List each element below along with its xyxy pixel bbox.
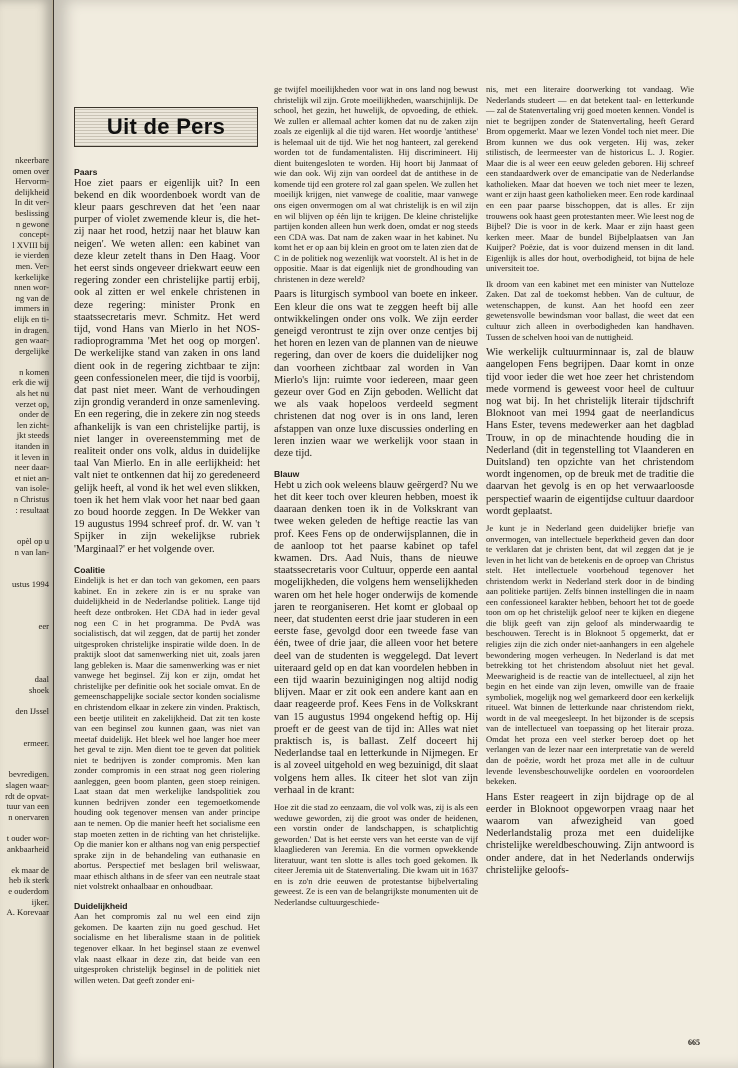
left-page-line: n gewone	[15, 218, 49, 229]
left-page-line	[0, 526, 52, 537]
left-page-line: et niet an-	[14, 472, 49, 483]
left-page-line: dergelijke	[14, 345, 49, 356]
paragraph-statenvertaling: nis, met een literaire doorwerking tot vandaag. Wie Nederlands studeert — en dat betekent taal- en letterkunde — zal de Statenvertaling vrij goed moeten kennen. Vondel is niet te begrijpen zonder de Statenvertaling, heeft Gerard Brom opgemerkt. Maar we lezen Vondel toch niet meer. Die Brom kunnen we dus ook vergeten. Hij was, zeker stilistisch, de leermeester van de historicus L. J. Rogier. Maar die is al weer een eeuw geleden geboren. Hij schreef een standaardwerk over de emancipatie van de Nederlandse katholieken. Maar dat hoeven we toch niet meer te lezen, want er zijn haast geen katholieken meer. Een rode kardinaal en een paar paarse bisschoppen, dat is alles. Er zijn trouwens ook haast geen protestanten meer. Wie leest nog de Bijbel? Die is voor in de kerk. Maar er zijn haast geen kerken meer. Maar de bundel Bijbelplaatsen van Jan Kuijper? Poëzie, dat is voor duizend mensen in dit land. Eigenlijk is alles dor hout, overbodigheid, tot bijna de hele universiteit toe.	[486, 84, 694, 274]
left-page-line: nkeerbare	[15, 155, 49, 165]
left-page-line: len zicht-	[16, 419, 49, 430]
left-page-line: als het nu	[16, 388, 49, 399]
left-page-lines	[0, 155, 52, 918]
left-page-line: gen waar-	[15, 335, 49, 346]
left-page-line	[0, 727, 52, 738]
left-page-line: ng van de	[15, 292, 49, 303]
left-page-line: : resultaat	[15, 504, 49, 515]
heading-duidelijkheid: Duidelijkheid	[74, 900, 128, 911]
left-page-line	[0, 568, 52, 579]
heading-paars: Paars	[74, 167, 98, 177]
column-3	[486, 84, 694, 882]
paragraph-nutteloze-zaken: Ik droom van een kabinet met een minister van Nutteloze Zaken. Dat zal de toekomst hebben. Van de cultuur, de wetenschappen, de kunst. Aan het hoofd een zeer gewetensvolle bewindsman voor ballast, die weet dat een cultuur zich alleen in overbodigheden kan handhaven. Tussen de schelven hooi van de nuttigheid.	[486, 278, 694, 342]
paragraph-liturgisch: Paars is liturgisch symbool van boete en inkeer. Een kleur die ons wat te zeggen heeft bij alle ontwikkelingen onder ons volk. We zijn eerder geneigd verontrust te zijn over onze centjes bij het horen en lezen van de plannen van de nieuwe regering, dan over de koers die duidelijker nog dan voorheen zichtbaar zal worden in Van Mierlo's lijn: ruimte voor iedereen, maar geen gezeur over God en Zijn geboden. Wellicht dat we als vaak hopeloos verdeeld segment christenen dat nog over is in ons land, leren afstappen van onze luxe discussies onderling en leren inzien waar we werkelijk voor staan in deze tijd.	[274, 289, 478, 460]
left-page-line: t ouder wor-	[6, 833, 49, 843]
left-page-line: den IJssel	[15, 705, 49, 716]
left-page-line: ek maar de	[11, 864, 49, 875]
paragraph-blauw: Hebt u zich ook weleens blauw geërgerd? Nu we het dit keer toch over kleuren hebben, moest ik daaraan denken toen ik in de Volkskrant van twee weken geleden de heftige reactie las van prof. Kees Fens op de onderwijsplannen, die in de aanloop tot het paarse kabinet op tafel kwamen. Drs. Aad Nuis, thans de nieuwe staatssecretaris voor Cultuur, opperde een aantal mogelijkheden, die volgens hem wenselijkheden waren om het hele hoger onderwijs de komende jaren te reorganiseren. Het komt er globaal op neer, dat studenten eerst drie jaar studeren in een eerste fase, gevolgd door een tweede fase van één, twee of drie jaar, die alleen voor het betere deel van de studenten is weggelegd. Dat levert uiteraard geld op en dat kan voordelen hebben in een tijd waarin bezuinigingen nog altijd nodig blijven. Maar er zit ook een andere kant aan en daar reageerde prof. Kees Fens in de Volkskrant van 15 augustus 1994 ongekend heftig op. Hij proeft er de geest van de tijd in: Alles wat niet praktisch is, is ballast. Zelf doceert hij Nederlandse taal en letterkunde in Nijmegen. Er is al zoveel uitgehold en weg bezuinigd, dit slaat volgens hem alles. Ik citeer het slot van zijn verhaal in de krant:	[274, 479, 478, 796]
left-page-line: In dit ver-	[14, 197, 49, 208]
left-page-line: erk die wij	[12, 377, 49, 388]
left-page-line	[0, 611, 52, 622]
left-page-line: onder de	[19, 409, 49, 420]
paragraph-quote-fens: Hoe zit die stad zo eenzaam, die vol volk was, zij is als een weduwe geworden, zij die groot was onder de heidenen, een vorstin onder de landschappen, is schatplichtig geworden.' Dat is het eerste vers van het eerste van de vijf klaagliederen van Jeremia. En die vormen opwekkende literatuur, want ten slotte is alles toch goed gekomen. Ik citeer Jeremia uit de Statenvertaling. Die kwam uit in 1637 en is zo'n drie eeuwen de protestantse bijbelvertaling geweest. Ze is een van de belangrijkste monumenten uit de Nederlandse cultuurgeschiede-	[274, 802, 478, 907]
left-page-line: immers in	[14, 303, 49, 314]
left-page-line: jkt steeds	[16, 430, 49, 441]
column-1	[74, 167, 260, 990]
left-page-line: n Christus	[13, 494, 49, 504]
page-number: 665	[688, 1038, 700, 1047]
left-page-line: e ouderdom	[8, 885, 49, 896]
left-page-line	[0, 558, 52, 569]
left-page-line: slagen waar-	[5, 780, 49, 791]
left-page-line	[0, 748, 52, 759]
left-page-line: heb ik sterk	[8, 875, 49, 886]
paragraph-hans-ester: Hans Ester reageert in zijn bijdrage op de al eerder in Bloknoot opgeworpen vraag naar het waarom van afwezigheid van goed Nederlandstalig proza met een duidelijke christelijke wereldbeschouwing. Zijn antwoord is onder andere, dat in het Nederlands onderwijs christelijke geloofs-	[486, 791, 694, 876]
left-page-line	[0, 600, 52, 611]
left-page-line: men. Ver-	[15, 260, 49, 271]
left-page-line	[0, 716, 52, 727]
paragraph-coalitie: Eindelijk is het er dan toch van gekomen, een paars kabinet. En in zekere zin is er nu sprake van duidelijkheid in de Nederlandse politiek. Lange tijd heeft deze ontbroken. Het CDA had in ieder geval nog een C in het programma. De PvdA was socialistisch, dat wil zeggen, dat de partij het zonder uitgesproken christelijke inspiratie wilde doen. In de praktijk sloot dat samenwerking niet uit, zoals jaren lang gebleken is. Maar die samenwerking was er niet vanwege het beginsel. Zij kon er zijn, omdat het christelijke per definitie ook het sociale omvat. En de gemeenschappelijke sociale sector konden socialisme en christendom elkaar in zekere zin vinden. Praktisch, een beetje utiliteit en zakelijkheid. Dat zit ten koste van een beginsel zou kunnen gaan, was niet van meetaf duidelijk. Het bleek wel hoe langer hoe meer het geval te zijn. Men dient toe te geven dat politiek niet te bedrijven is zonder compromis. Men kan zonder compromis in een straat nog geen riolering aanleggen, geen boom planten, geen stoep reinigen. Laat staan dat men werkelijke landspolitiek zou kunnen bedrijven zonder een tegemoetkomende houding ook tegenover mensen van ander principe aan te nemen. Op die manier heeft het socialisme een stap moeten zetten in de richting van het christelijke. Op die manier kon er althans nog van enig perspectief sprake zijn in de behandeling van euthanasie en abortus. Perspectief met beslagen bril weliswaar, maar ethisch althans in de sfeer van een neutrale staat niet volstrekt onhaalbaar en onhoudbaar.	[74, 575, 260, 892]
left-page-line	[0, 653, 52, 664]
left-page-line: itanden in	[14, 441, 49, 452]
paragraph-antithese: ge twijfel moeilijkheden voor wat in ons land nog bewust christelijk wil zijn. Grote moeilijkheden, waarschijnlijk. De school, het gezin, het huwelijk, de opvoeding, de ethiek. We zullen er allemaal achter komen dat nu de zaken zijn zoals ze eigenlijk al die tijd waren. Het woordje 'antithese' is helemaal uit de tijd. Wie het nog hanteert, zal gerekend worden tot de fundamentalisten. Hij discrimineert. Hij dient buitengesloten te worden. Hij hoort bij Janmaat of wie dan ook. Wij zijn van oordeel dat de antithese in de komende tijd een grotere rol zal gaan spelen. We zullen het moeilijk krijgen, niet vanwege de coalitie, maar vanwege ons eigen onvermogen om al wat christelijk is en wil zijn en wil blijven op één lijn te krijgen. De kleine christelijke partijen konden alleen hun werk doen, omdat er nog steeds een CDA was. Dat nam de zaken waar in het kabinet. Nu komt het er op aan bij klein en groot om te laten zien dat de C in de politiek nog wezenlijk wat voorstelt. Al is het in de oppositie. Maar is dat eigenlijk niet de grondhouding van christenen in deze wereld?	[274, 84, 478, 284]
left-page-line	[0, 356, 52, 367]
left-page-line: bevredigen.	[8, 769, 49, 780]
paragraph-paars: Hoe ziet paars er eigenlijk uit? In een bekend en dik woordenboek wordt van de kleur paars geschreven dat het 'een naar purper of violet zwemende kleur is, die het-zij naar het rood, hetzij naar het blauw kan neigen'. We weten allen: een kabinet van deze kleur zetelt thans in Den Haag. Voor het eerst sinds ongeveer driekwart eeuw een regering zonder een christelijke partij erbij, ook al zitten er wel enkele christenen in deze regering: minister Pronk en staatssecretaris mevr. Schmitz. Het werd tijd, vond Hans van Mierlo in het NOS-radioprogramma 'Met het oog op morgen'. De werkelijke stand van zaken in ons land dient ook in de regering zichtbaar te zijn: geen confessionelen meer, die tijd is voorbij, dat past niet meer. Want de verhoudingen zijn grondig veranderd in onze samenleving. En een regering, die in zekere zin nog steeds afhankelijk is van een christelijke partij, is niet langer in overeenstemming met de realiteit onder ons volk, aldus in duidelijke taal Van Mierlo. En in alle eerlijkheid: het valt niet te ontkennen dat hij zo geredeneerd gelijk heeft, al vond ik het wel even slikken, toen ik het hem vlak voor het naar bed gaan zo boud hoorde zeggen. In De Wekker van 19 augustus 1994 schreef prof. dr. W. van 't Spijker in zijn wekelijkse rubriek 'Marginaal?' er het volgende over.	[74, 177, 260, 555]
masthead-title: Uit de Pers	[106, 114, 226, 139]
column-masthead	[74, 107, 258, 147]
left-page-line: n komen	[19, 366, 49, 377]
left-page-line	[0, 695, 52, 706]
left-page-line: Hervorm-	[15, 176, 49, 187]
left-page-line: kerkelijke	[14, 271, 49, 282]
left-page-line: concept-	[19, 229, 49, 240]
magazine-page	[54, 0, 738, 1068]
left-page-line: ie vierden	[14, 250, 49, 261]
left-page-line: van isole-	[15, 483, 49, 494]
left-page-line: daal	[34, 674, 49, 685]
left-page-line: ijker.	[31, 896, 49, 907]
heading-blauw: Blauw	[274, 469, 300, 480]
paragraph-cultuurminnaar: Wie werkelijk cultuurminnaar is, zal de blauw aangelopen Fens begrijpen. Daar komt in onze tijd voor ieder die wet hoe zeer het christendom mede vormend is geweest voor heel de cultuur nog wat bij. In het christelijk literair tijdschrift Bloknoot van mei 1994 gaat de neerlandicus Hans Ester, tevens medewerker aan het dagblad Trouw, in op de minachtende houding die in Nederland (dit in tegenstelling tot Vlaanderen en Duitsland) ten opzichte van het christendom wordt ingenomen, op de breuk met de traditie die daarvan het gevolg is en op het verwaarloosde perspectief waarin de eigentijdse cultuur daardoor wordt geplaatst.	[486, 347, 695, 517]
left-page-line	[0, 589, 52, 600]
paragraph-duidelijkheid: Aan het compromis zal nu wel een eind zijn gekomen. De kaarten zijn nu goed geschud. Het socialisme en het liberalisme staan in de politiek tegenover elkaar. In het beginsel staan ze evenwel vlak naast elkaar in deze zin, dat beide van een uitgesproken christelijk beginsel in de politiek niet willen weten. Dat geeft zonder eni-	[74, 911, 260, 985]
left-page-line	[0, 632, 52, 643]
left-page-line: l XVIII bij	[12, 239, 49, 250]
left-page-line: ermeer.	[23, 737, 49, 748]
left-page-line: n onervaren	[8, 811, 49, 822]
left-page-line: tuur van een	[6, 801, 49, 812]
left-page-line: A. Korevaar	[6, 907, 49, 918]
left-page-line: neer daar-	[14, 462, 49, 473]
heading-coalitie: Coalitie	[74, 564, 106, 575]
left-page-line: ankbaarheid	[7, 843, 49, 854]
left-page-line: omen over	[12, 165, 49, 176]
left-page-line: eer	[38, 621, 49, 632]
column-2	[274, 84, 478, 913]
left-page-line: shoek	[28, 684, 49, 695]
left-page-line: rdt de opvat-	[5, 790, 49, 801]
left-page-line	[0, 822, 52, 833]
left-page-line	[0, 854, 52, 865]
left-page-line: elijk en ti-	[13, 313, 49, 324]
left-page-line	[0, 515, 52, 526]
left-page-line	[0, 759, 52, 770]
left-page-line	[0, 642, 52, 653]
left-page-fragment	[0, 0, 53, 1068]
left-page-line	[0, 664, 52, 675]
left-page-line: n van lan-	[14, 546, 49, 557]
left-page-line: delijkheid	[14, 186, 49, 197]
left-page-line: verzet op,	[15, 398, 49, 409]
left-page-line: beslissing	[15, 207, 49, 218]
left-page-line: it leven in	[14, 451, 49, 462]
left-page-line: nnen wor-	[14, 282, 49, 293]
left-page-line: ustus 1994	[11, 578, 49, 589]
paragraph-quote-ester: Je kunt je in Nederland geen duidelijker briefje van onvermogen, van intellectuele beperktheid geven dan door te verklaren dat je christen bent, dat wil zeggen dat je je leven in het licht van de betekenis en de oproep van Christus stelt. Het intellectuele voorbehoud tegenover het christendom werkt in Nederland sterk door in de binding aan politieke partijen. Zelfs binnen instellingen die in naam een confessioneel karakter hebben, behoort het tot de goede toon om op het christelijk geloof neer te kijken en diegene die blijk geeft van zijn geloof als minderwaardig te beschouwen. Terecht is in Bloknoot 5 opgemerkt, dat er religies zijn die zich onder niet-aanhangers in een algehele bewondering mogen verheugen. In Nederland is dat met betrekking tot het christendom absoluut niet het geval. Meewarigheid is de reactie van de intellectueel, al zijn het begin en het einde van zijn leven, omwille van de fraaie symboliek, mogelijk nog wel gemarkeerd door een kerkelijk ritueel. Wat binnen de letterkunde naar christendom riekt, wordt in de val meegesleept. In het bijzonder is de scepsis van de intellectueel van toepassing op het literair proza. Omdat het proza een veel sterker beroep doet op het verlangen van de lezer naar een interpretatie van de wereld dan de poëzie, wordt het proza met alle in de cultuur levende levensbeschouwelijke oordelen en vooroordelen bekeken.	[486, 522, 694, 787]
left-page-line: in dragen.	[14, 324, 49, 335]
left-page-line: opèl op u	[17, 536, 49, 547]
